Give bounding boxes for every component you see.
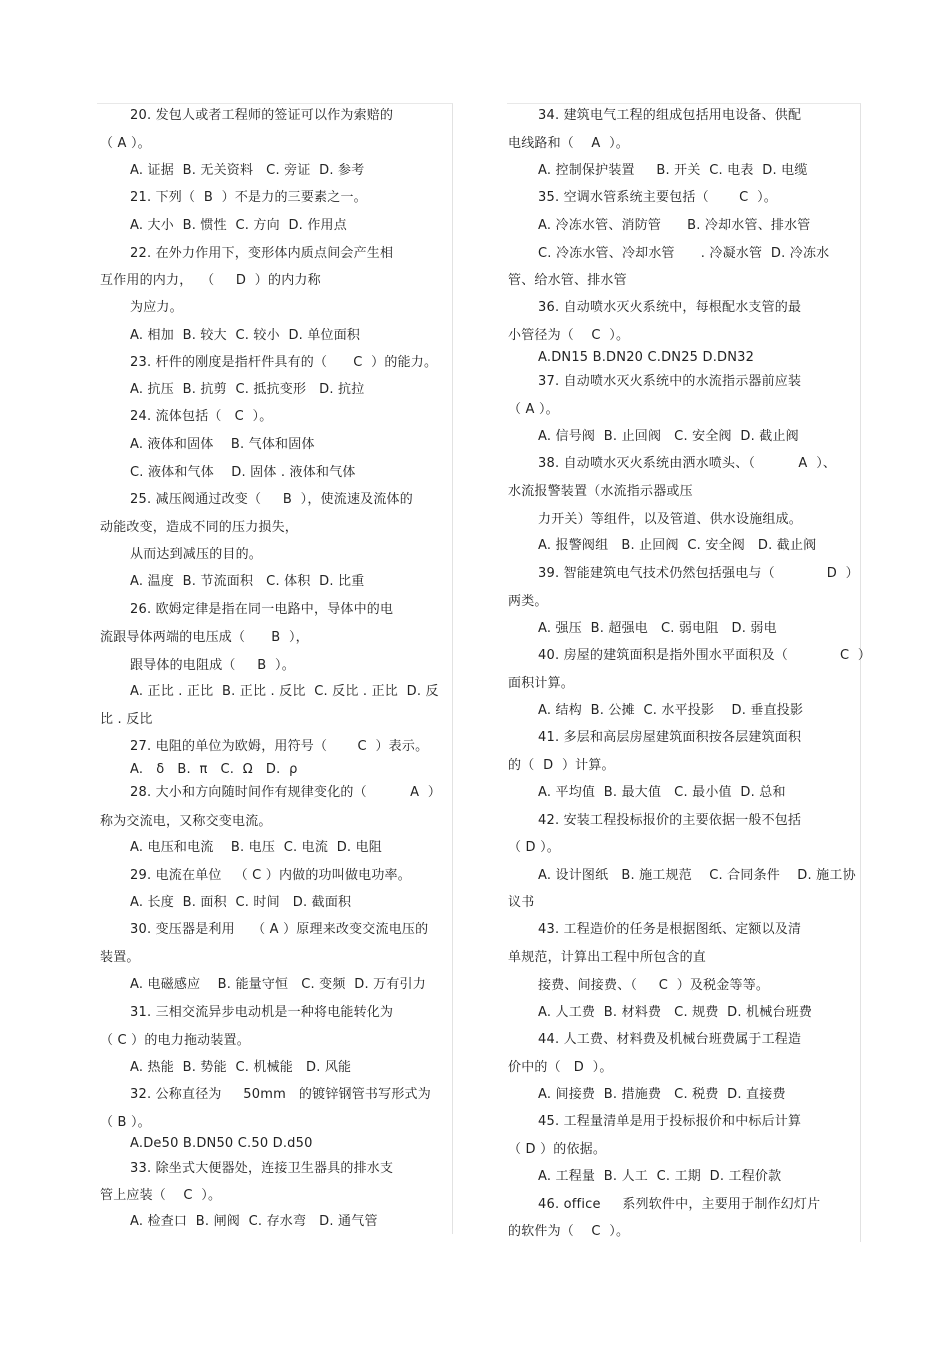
right-text-line: A.DN15 B.DN20 C.DN25 D.DN32 [538,350,755,365]
right-text-line: A. 结构 B. 公摊 C. 水平投影 D. 垂直投影 [538,703,804,718]
left-text-line: 跟导体的电阻成（ B ）。 [130,658,295,673]
left-text-line: 称为交流电，又称交变电流。 [100,814,272,829]
left-text-line: 32. 公称直径为 50mm 的镀锌钢管书写形式为 [130,1087,431,1102]
right-text-line: 44. 人工费、材料费及机械台班费属于工程造 [538,1032,802,1047]
left-text-line: 23. 杆件的刚度是指杆件具有的（ C ）的能力。 [130,355,438,370]
left-text-line: 24. 流体包括（ C ）。 [130,409,273,424]
right-text-line: 的软件为（ C ）。 [508,1224,630,1239]
right-text-line: 46. office 系列软件中，主要用于制作幻灯片 [538,1197,821,1212]
left-text-line: A. 相加 B. 较大 C. 较小 D. 单位面积 [130,328,361,343]
right-text-line: A. 人工费 B. 材料费 C. 规费 D. 机械台班费 [538,1005,813,1020]
right-column [507,103,872,1242]
right-text-line: A. 工程量 B. 人工 C. 工期 D. 工程价款 [538,1169,782,1184]
left-text-line: 管上应装（ C ）。 [100,1188,222,1203]
left-text-line: A.De50 B.DN50 C.50 D.d50 [130,1136,313,1151]
left-text-line: （ B ）。 [100,1115,151,1130]
left-text-line: 从而达到减压的目的。 [130,547,263,562]
left-text-line: 21. 下列（ B ）不是力的三要素之一。 [130,190,367,205]
left-column [97,103,453,1234]
left-text-line: A. 抗压 B. 抗剪 C. 抵抗变形 D. 抗拉 [130,382,365,397]
right-text-line: 水流报警装置（水流指示器或压 [508,484,693,499]
left-text-line: 33. 除坐式大便器处，连接卫生器具的排水支 [130,1161,394,1176]
right-text-line: A. 间接费 B. 措施费 C. 税费 D. 直接费 [538,1087,786,1102]
right-text-line: 42. 安装工程投标报价的主要依据一般不包括 [538,813,802,828]
left-text-line: （ A ）。 [100,136,151,151]
right-text-line: 45. 工程量清单是用于投标报价和中标后计算 [538,1114,802,1129]
right-text-line: 小管径为（ C ）。 [508,328,630,343]
right-text-line: 35. 空调水管系统主要包括（ C ）。 [538,190,777,205]
right-text-line: 两类。 [508,594,548,609]
right-text-line: 39. 智能建筑电气技术仍然包括强电与（ D ） [538,566,859,581]
right-text-line: 管、给水管、排水管 [508,273,627,288]
right-text-line: 43. 工程造价的任务是根据图纸、定额以及清 [538,922,802,937]
left-text-line: 31. 三相交流异步电动机是一种将电能转化为 [130,1005,394,1020]
right-text-line: 的（ D ）计算。 [508,758,615,773]
left-text-line: A. 热能 B. 势能 C. 机械能 D. 风能 [130,1060,352,1075]
right-text-line: A. 控制保护装置 B. 开关 C. 电表 D. 电缆 [538,163,808,178]
right-text-line: 40. 房屋的建筑面积是指外围水平面积及（ C ） [538,648,872,663]
right-text-line: A. 设计图纸 B. 施工规范 C. 合同条件 D. 施工协 [538,868,856,883]
right-text-line: 34. 建筑电气工程的组成包括用电设备、供配 [538,108,802,123]
left-text-line: 互作用的内力， （ D ）的内力称 [100,273,321,288]
right-text-line: （ D ）。 [508,840,560,855]
left-text-line: A. 长度 B. 面积 C. 时间 D. 截面积 [130,895,352,910]
right-text-line: C. 冷冻水管、冷却水管 . 冷凝水管 D. 冷冻水 [538,246,830,261]
left-text-line: 动能改变，造成不同的压力损失， [100,520,299,535]
right-text-line: 议书 [508,895,535,910]
left-text-line: A. 电压和电流 B. 电压 C. 电流 D. 电阻 [130,840,382,855]
right-text-line: A. 强压 B. 超强电 C. 弱电阻 D. 弱电 [538,621,777,636]
left-text-line: A. 电磁感应 B. 能量守恒 C. 变频 D. 万有引力 [130,977,426,992]
left-text-line: 26. 欧姆定律是指在同一电路中，导体中的电 [130,602,394,617]
right-text-line: A. 冷冻水管、消防管 B. 冷却水管、排水管 [538,218,811,233]
right-text-line: 力开关）等组件，以及管道、供水设施组成。 [538,512,803,527]
left-text-line: 22. 在外力作用下，变形体内质点间会产生相 [130,246,394,261]
left-text-line: C. 液体和气体 D. 固体 . 液体和气体 [130,465,356,480]
right-text-line: 接费、间接费、（ C ）及税金等等。 [538,978,770,993]
left-text-line: A. 大小 B. 惯性 C. 方向 D. 作用点 [130,218,347,233]
left-text-line: （ C ）的电力拖动装置。 [100,1033,250,1048]
left-text-line: A. 证据 B. 无关资料 C. 旁证 D. 参考 [130,163,365,178]
left-text-line: A. 正比 . 正比 B. 正比 . 反比 C. 反比 . 正比 D. 反 [130,684,439,699]
right-text-line: A. 平均值 B. 最大值 C. 最小值 D. 总和 [538,785,786,800]
right-text-line: 36. 自动喷水灭火系统中，每根配水支管的最 [538,300,802,315]
left-text-line: A. 温度 B. 节流面积 C. 体积 D. 比重 [130,574,365,589]
left-text-line: 25. 减压阀通过改变（ B ），使流速及流体的 [130,492,413,507]
left-text-line: 比 . 反比 [100,712,153,727]
right-text-line: 面积计算。 [508,676,575,691]
left-text-line: 29. 电流在单位 （ C ）内做的功叫做电功率。 [130,868,411,883]
left-text-line: 20. 发包人或者工程师的签证可以作为索赔的 [130,108,394,123]
right-text-line: （ A ）。 [508,402,559,417]
left-text-line: 流跟导体两端的电压成（ B ）， [100,630,309,645]
left-text-line: 30. 变压器是利用 （ A ）原理来改变交流电压的 [130,922,429,937]
right-text-line: A. 信号阀 B. 止回阀 C. 安全阀 D. 截止阀 [538,429,799,444]
left-text-line: 为应力。 [130,300,183,315]
left-text-line: A. δ B. π C. Ω D. ρ [130,762,298,777]
right-text-line: A. 报警阀组 B. 止回阀 C. 安全阀 D. 截止阀 [538,538,817,553]
left-text-line: 28. 大小和方向随时间作有规律变化的（ A ） [130,785,442,800]
left-text-line: 27. 电阻的单位为欧姆，用符号（ C ）表示。 [130,739,429,754]
right-text-line: 41. 多层和高层房屋建筑面积按各层建筑面积 [538,730,802,745]
right-text-line: 价中的（ D ）。 [508,1060,613,1075]
right-text-line: （ D ）的依据。 [508,1142,607,1157]
left-text-line: A. 检查口 B. 闸阀 C. 存水弯 D. 通气管 [130,1214,378,1229]
right-text-line: 38. 自动喷水灭火系统由洒水喷头、（ A ）、 [538,456,837,471]
right-text-line: 单规范，计算出工程中所包含的直 [508,950,707,965]
right-text-line: 电线路和（ A ）。 [508,136,629,151]
right-text-line: 37. 自动喷水灭火系统中的水流指示器前应装 [538,374,802,389]
left-text-line: 装置。 [100,950,140,965]
left-text-line: A. 液体和固体 B. 气体和固体 [130,437,315,452]
